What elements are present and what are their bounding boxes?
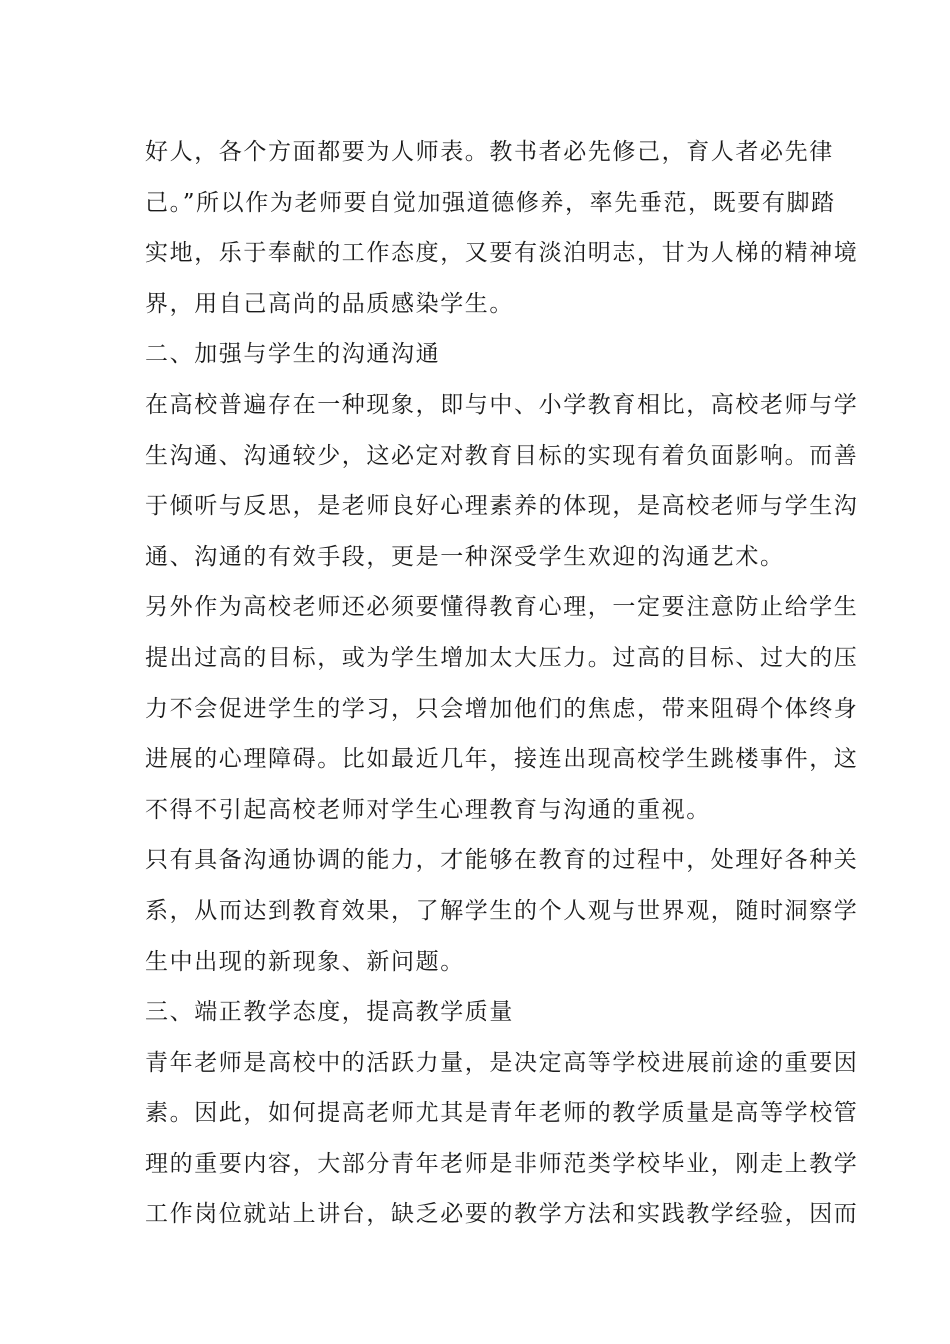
section-heading: 三、端正教学态度，提高教学质量	[145, 999, 514, 1026]
document-body	[145, 127, 859, 1240]
paragraph-line: 理的重要内容，大部分青年老师是非师范类学校毕业，刚走上教学	[145, 1150, 859, 1177]
paragraph-line: 进展的心理障碍。比如最近几年，接连出现高校学生跳楼事件，这	[145, 746, 859, 773]
paragraph-line: 通、沟通的有效手段，更是一种深受学生欢迎的沟通艺术。	[145, 543, 785, 570]
paragraph-line: 工作岗位就站上讲台，缺乏必要的教学方法和实践教学经验，因而	[145, 1201, 859, 1228]
paragraph-line: 好人，各个方面都要为人师表。教书者必先修己，育人者必先律	[145, 139, 834, 165]
paragraph-line: 不得不引起高校老师对学生心理教育与沟通的重视。	[145, 796, 711, 823]
paragraph-line: 另外作为高校老师还必须要懂得教育心理，一定要注意防止给学生	[145, 594, 859, 621]
paragraph-line: 生沟通、沟通较少，这必定对教育目标的实现有着负面影响。而善	[145, 442, 859, 469]
paragraph-line: 青年老师是高校中的活跃力量，是决定高等学校进展前途的重要因	[145, 1049, 859, 1076]
section-heading: 二、加强与学生的沟通沟通	[145, 341, 441, 368]
paragraph-line: 实地，乐于奉献的工作态度，又要有淡泊明志，甘为人梯的精神境	[145, 240, 859, 267]
paragraph-line: 提出过高的目标，或为学生增加太大压力。过高的目标、过大的压	[145, 644, 859, 671]
paragraph-line: 己。”所以作为老师要自觉加强道德修养，率先垂范，既要有脚踏	[145, 189, 836, 216]
paragraph-line: 在高校普遍存在一种现象，即与中、小学教育相比，高校老师与学	[145, 391, 859, 418]
paragraph-line: 界，用自己高尚的品质感染学生。	[145, 290, 514, 317]
paragraph-line: 于倾听与反思，是老师良好心理素养的体现，是高校老师与学生沟	[145, 493, 859, 520]
paragraph-line: 力不会促进学生的学习，只会增加他们的焦虑，带来阻碍个体终身	[145, 695, 859, 722]
paragraph-line: 生中出现的新现象、新问题。	[145, 948, 465, 975]
paragraph-line: 只有具备沟通协调的能力，才能够在教育的过程中，处理好各种关	[145, 847, 859, 874]
paragraph-line: 素。因此，如何提高老师尤其是青年老师的教学质量是高等学校管	[145, 1100, 859, 1127]
paragraph-line: 系，从而达到教育效果，了解学生的个人观与世界观，随时洞察学	[145, 897, 859, 924]
